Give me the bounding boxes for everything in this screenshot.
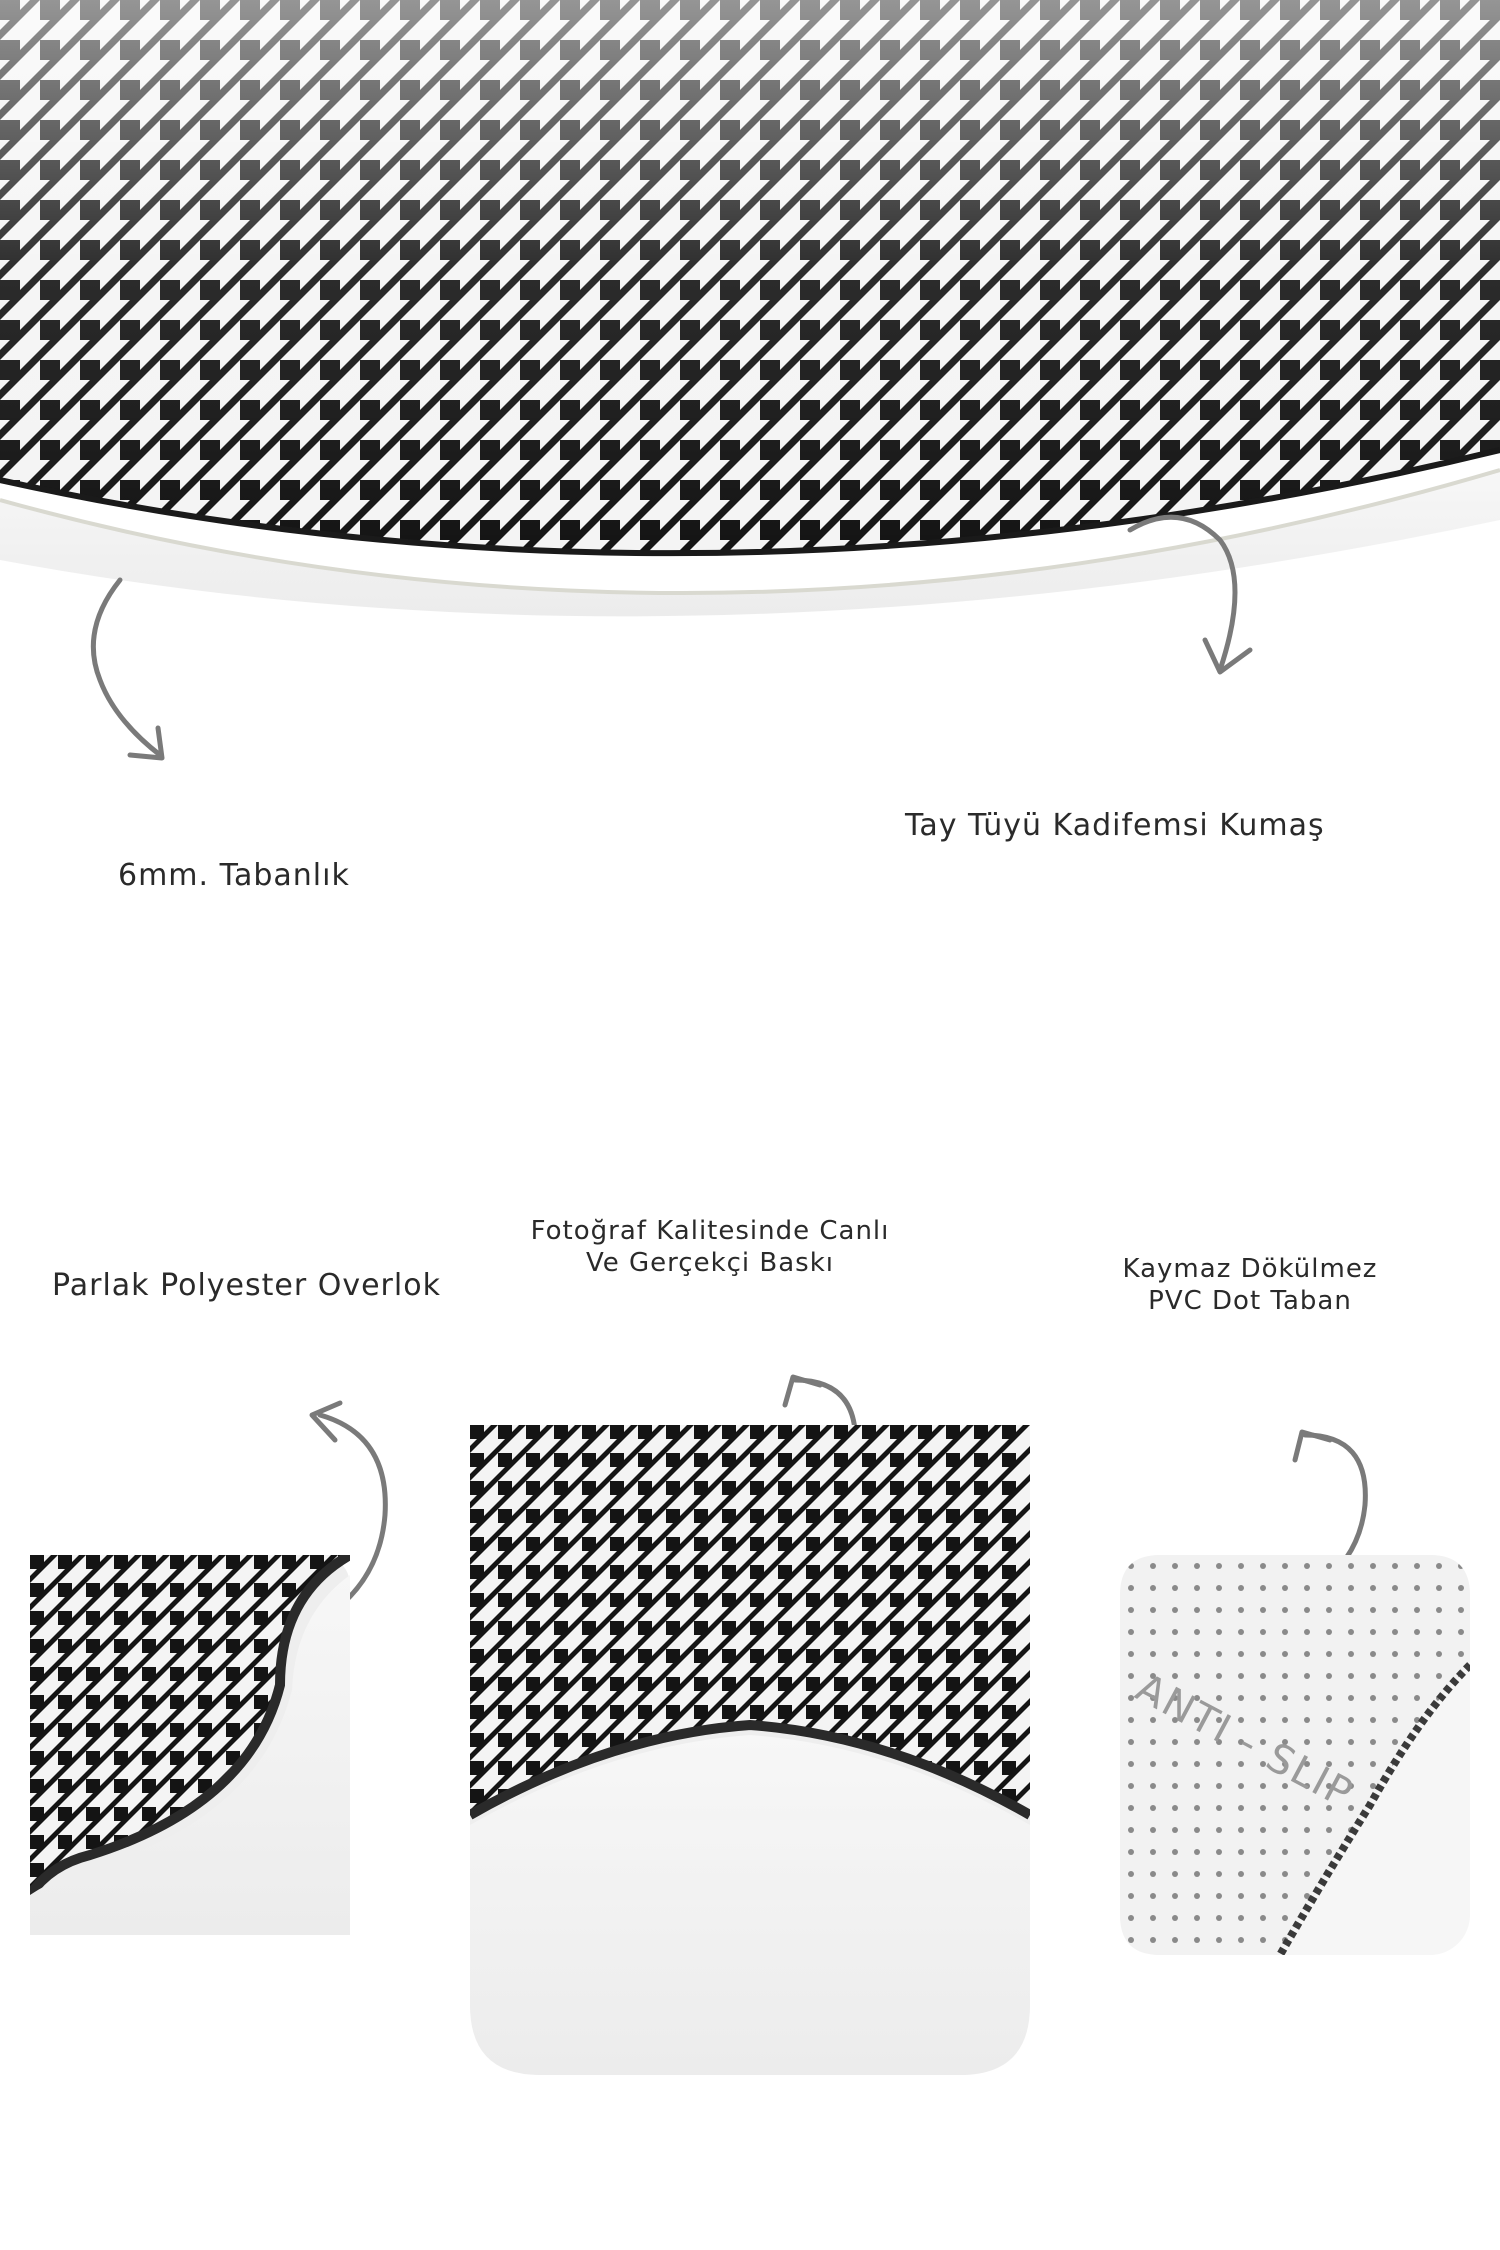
feature-label-antislip-line1: Kaymaz Dökülmez (1122, 1254, 1378, 1284)
curved-arrow-icon (70, 570, 180, 770)
feature-label-antislip-line2: PVC Dot Taban (1148, 1286, 1352, 1316)
antislip-sample (1120, 1555, 1470, 1955)
feature-label-antislip (1060, 1253, 1440, 1317)
print-sample (470, 1425, 1030, 2075)
label-base-thickness: 6mm. Tabanlık (118, 858, 350, 893)
overlock-sample (30, 1555, 350, 1935)
feature-label-print-line2: Ve Gerçekçi Baskı (585, 1248, 835, 1278)
curved-arrow-icon (1110, 500, 1280, 700)
antislip-text: ANTI - SLIP (1128, 1665, 1362, 1818)
feature-label-print (470, 1215, 950, 1279)
label-fabric: Tay Tüyü Kadifemsi Kumaş (905, 808, 1325, 843)
feature-label-overlock: Parlak Polyester Overlok (52, 1268, 441, 1303)
feature-label-print-line1: Fotoğraf Kalitesinde Canlı (530, 1216, 890, 1246)
